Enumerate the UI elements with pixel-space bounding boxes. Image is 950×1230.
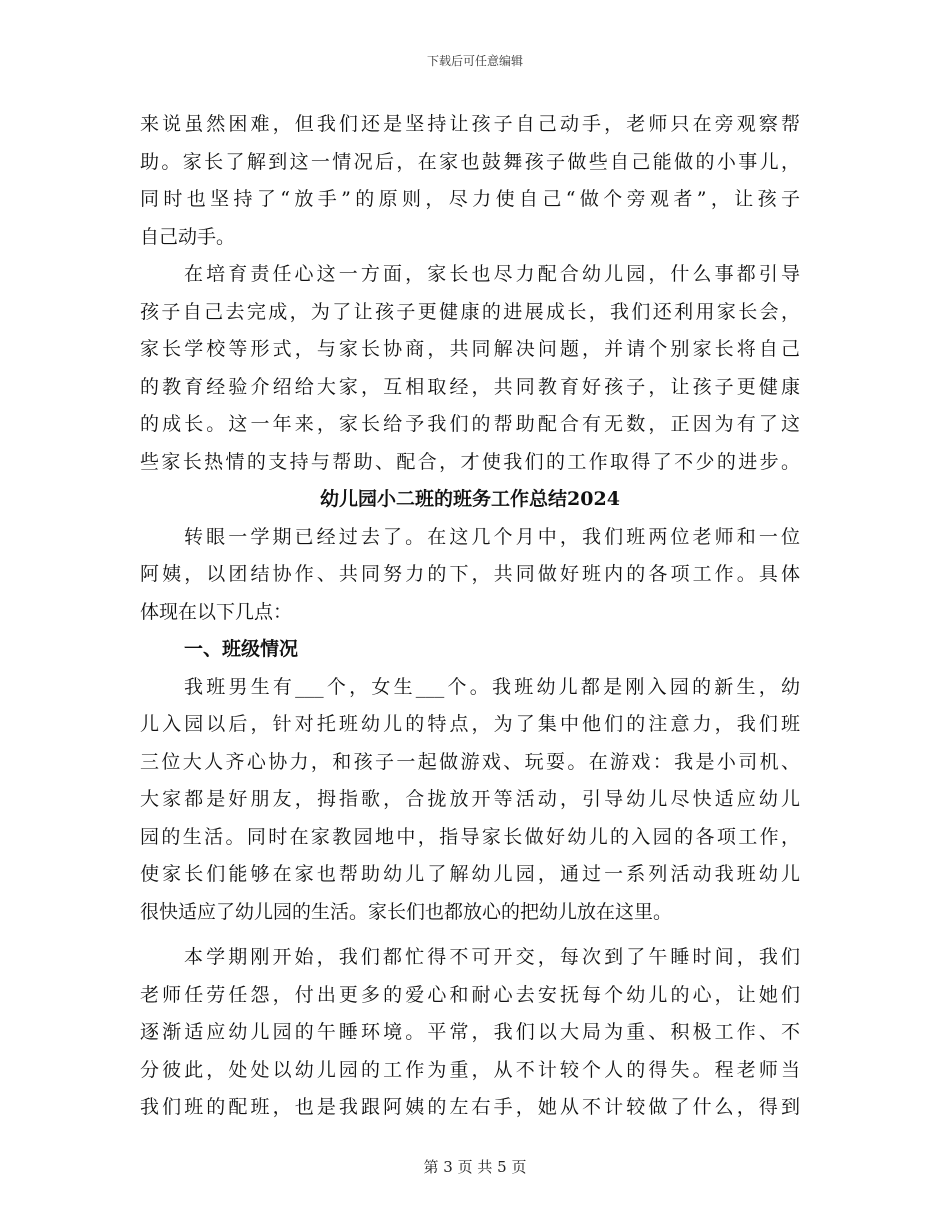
text-line: 在培育责任心这一方面，家长也尽力配合幼儿园，什么事都引导 [184, 263, 800, 285]
text-line: 很快适应了幼儿园的生活。家长们也都放心的把幼儿放在这里。 [140, 900, 673, 923]
text-line: 园的生活。同时在家教园地中，指导家长做好幼儿的入园的各项工作， [140, 825, 800, 848]
text-line: 三位大人齐心协力，和孩子一起做游戏、玩耍。在游戏：我是小司机、 [140, 750, 800, 773]
text-line: 老师任劳任怨，付出更多的爱心和耐心去安抚每个幼儿的心，让她们 [140, 983, 800, 1006]
text-line: 我班男生有___个，女生___个。我班幼儿都是刚入园的新生，幼 [184, 675, 800, 698]
text-line: 家长学校等形式，与家长协商，共同解决问题，并请个别家长将自己 [140, 338, 800, 360]
text-line: 的教育经验介绍给大家，互相取经，共同教育好孩子，让孩子更健康 [140, 375, 800, 398]
paragraph-gap [140, 931, 800, 939]
text-line: 孩子自己去完成，为了让孩子更健康的进展成长，我们还利用家长会， [140, 300, 800, 323]
document-body [140, 106, 800, 1127]
text-line: 我们班的配班，也是我跟阿姨的左右手，她从不计较做了什么，得到 [140, 1096, 800, 1118]
text-line: 阿姨，以团结协作、共同努力的下，共同做好班内的各项工作。具体 [140, 563, 800, 585]
text-line: 自己动手。 [140, 225, 236, 248]
text-line: 分彼此，处处以幼儿园的工作为重，从不计较个人的得失。程老师当 [140, 1058, 800, 1081]
text-line: 儿入园以后，针对托班幼儿的特点，为了集中他们的注意力，我们班 [140, 713, 800, 735]
page-footer: 第 3 页 共 5 页 [423, 1158, 527, 1176]
text-line: 转眼一学期已经过去了。在这几个月中，我们班两位老师和一位 [184, 525, 800, 548]
text-line: 来说虽然困难，但我们还是坚持让孩子自己动手，老师只在旁观察帮 [140, 113, 800, 135]
text-line: 同时也坚持了“放手”的原则，尽力使自己“做个旁观者”，让孩子 [140, 188, 800, 210]
text-line: 本学期刚开始，我们都忙得不可开交，每次到了午睡时间，我们 [184, 946, 800, 968]
text-line: 些家长热情的支持与帮助、配合，才使我们的工作取得了不少的进步。 [140, 450, 800, 473]
page-header: 下载后可任意编辑 [426, 54, 523, 68]
text-line: 助。家长了解到这一情况后，在家也鼓舞孩子做些自己能做的小事儿， [140, 150, 800, 173]
text-line: 体现在以下几点： [140, 600, 293, 623]
text-line: 使家长们能够在家也帮助幼儿了解幼儿园，通过一系列活动我班幼儿 [140, 863, 800, 885]
section-heading: 一、班级情况 [184, 638, 299, 660]
text-line: 的成长。这一年来，家长给予我们的帮助配合有无数，正因为有了这 [140, 413, 800, 435]
section-title: 幼儿园小二班的班务工作总结2024 [320, 488, 620, 510]
text-line: 逐渐适应幼儿园的午睡环境。平常，我们以大局为重、积极工作、不 [140, 1021, 800, 1043]
text-line: 大家都是好朋友，拇指歌，合拢放开等活动，引导幼儿尽快适应幼儿 [140, 788, 800, 810]
